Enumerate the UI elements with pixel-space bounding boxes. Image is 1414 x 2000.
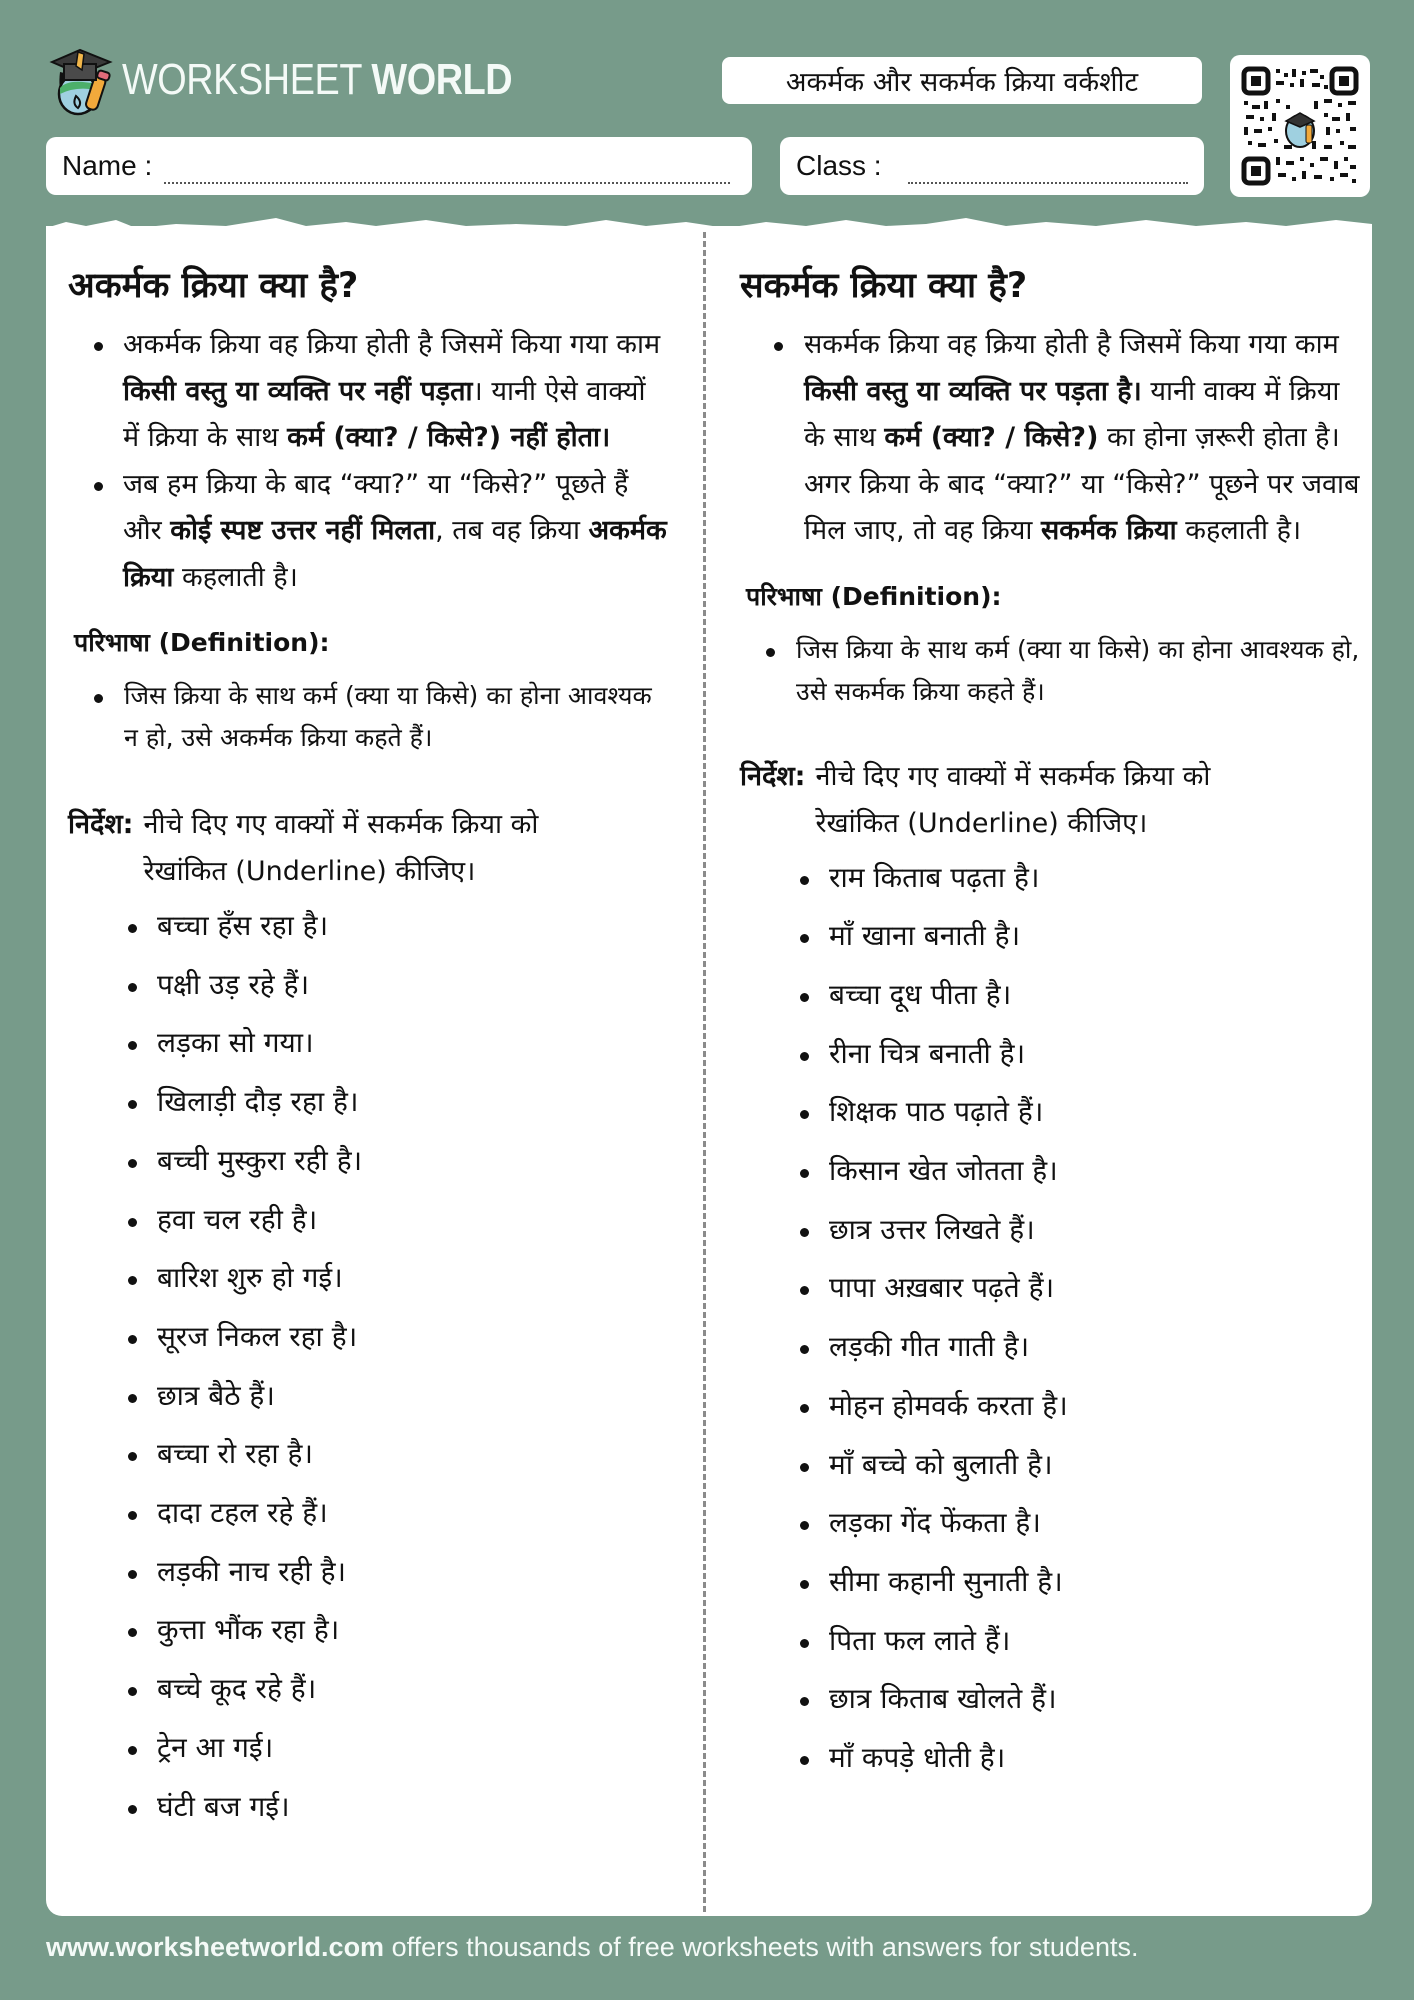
graduate-globe-pencil-icon [46, 42, 116, 118]
sentence-item[interactable]: माँ खाना बनाती है। [796, 907, 1360, 966]
sentence-item[interactable]: सूरज निकल रहा है। [124, 1308, 668, 1367]
sentence-item[interactable]: सीमा कहानी सुनाती है। [796, 1553, 1360, 1612]
sentence-item[interactable]: पक्षी उड़ रहे हैं। [124, 956, 668, 1015]
brand-name: WORKSHEET WORLD [122, 55, 513, 104]
sentence-item[interactable]: बारिश शुरु हो गई। [124, 1249, 668, 1308]
sentence-item[interactable]: कुत्ता भौंक रहा है। [124, 1601, 668, 1660]
sentence-item[interactable]: लड़की गीत गाती है। [796, 1318, 1360, 1377]
sentence-item[interactable]: छात्र उत्तर लिखते हैं। [796, 1201, 1360, 1260]
sentence-item[interactable]: लड़का गेंद फेंकता है। [796, 1494, 1360, 1553]
brand-logo [46, 42, 576, 118]
sentence-item[interactable]: लड़का सो गया। [124, 1014, 668, 1073]
sentence-item[interactable]: पिता फल लाते हैं। [796, 1612, 1360, 1671]
footer-text: offers thousands of free worksheets with answers for students. [384, 1932, 1139, 1962]
sentence-item[interactable]: बच्ची मुस्कुरा रही है। [124, 1132, 668, 1191]
sentence-item[interactable]: शिक्षक पाठ पढ़ाते हैं। [796, 1083, 1360, 1142]
sentence-item[interactable]: बच्चे कूद रहे हैं। [124, 1660, 668, 1719]
sentence-item[interactable]: खिलाड़ी दौड़ रहा है। [124, 1073, 668, 1132]
intro-item: अकर्मक क्रिया वह क्रिया होती है जिसमें किया गया काम किसी वस्तु या व्यक्ति पर नहीं पड़ता। यानी ऐसे वाक्यों में क्रिया के साथ कर्म (क्या? / किसे?) नहीं होता। [90, 322, 668, 462]
name-label: Name : [62, 150, 153, 181]
sentence-item[interactable]: बच्चा हँस रहा है। [124, 897, 668, 956]
sentence-item[interactable]: बच्चा दूध पीता है। [796, 966, 1360, 1025]
instruction-text: नीचे दिए गए वाक्यों में सकर्मक क्रिया को रेखांकित (Underline) कीजिए। [143, 809, 539, 887]
class-label: Class : [796, 150, 882, 181]
definition-list [760, 629, 1360, 713]
qr-code-icon [1240, 65, 1360, 187]
sentence-item[interactable]: छात्र बैठे हैं। [124, 1367, 668, 1426]
sentence-item[interactable]: बच्चा रो रहा है। [124, 1425, 668, 1484]
sentence-item[interactable]: पापा अख़बार पढ़ते हैं। [796, 1259, 1360, 1318]
intro-list [770, 322, 1360, 555]
column-divider [703, 232, 706, 1912]
instruction-text: नीचे दिए गए वाक्यों में सकर्मक क्रिया को रेखांकित (Underline) कीजिए। [815, 760, 1211, 839]
definition-item: जिस क्रिया के साथ कर्म (क्या या किसे) का होना आवश्यक न हो, उसे अकर्मक क्रिया कहते हैं। [88, 675, 668, 759]
sentence-item[interactable]: माँ कपड़े धोती है। [796, 1729, 1360, 1788]
sentence-item[interactable]: लड़की नाच रही है। [124, 1543, 668, 1602]
sentence-list [124, 897, 668, 1836]
instruction-label: निर्देश: [68, 809, 134, 840]
worksheet-title: अकर्मक और सकर्मक क्रिया वर्कशीट [722, 57, 1202, 104]
section-heading: सकर्मक क्रिया क्या है? [740, 266, 1028, 306]
footer-site-link[interactable]: www.worksheetworld.com [46, 1932, 385, 1962]
transitive-section [740, 262, 1360, 1788]
footer [46, 1932, 1138, 1963]
sentence-list [796, 849, 1360, 1788]
sentence-item[interactable]: किसान खेत जोतता है। [796, 1142, 1360, 1201]
definition-item: जिस क्रिया के साथ कर्म (क्या या किसे) का होना आवश्यक हो, उसे सकर्मक क्रिया कहते हैं। [760, 629, 1360, 713]
sentence-item[interactable]: हवा चल रही है। [124, 1191, 668, 1250]
section-heading: अकर्मक क्रिया क्या है? [68, 266, 359, 306]
definition-title: परिभाषा (Definition): [746, 581, 1002, 611]
intransitive-section [68, 262, 668, 1836]
class-input-line[interactable] [908, 162, 1188, 184]
instruction [68, 801, 668, 895]
intro-item: जब हम क्रिया के बाद “क्या?” या “किसे?” पूछते हैं और कोई स्पष्ट उत्तर नहीं मिलता, तब वह क्रिया अकर्मक क्रिया कहलाती है। [90, 462, 668, 602]
instruction-label: निर्देश: [740, 760, 806, 792]
instruction [740, 753, 1360, 847]
sentence-item[interactable]: छात्र किताब खोलते हैं। [796, 1670, 1360, 1729]
sentence-item[interactable]: मोहन होमवर्क करता है। [796, 1377, 1360, 1436]
definition-title: परिभाषा (Definition): [74, 628, 330, 657]
sentence-item[interactable]: दादा टहल रहे हैं। [124, 1484, 668, 1543]
sentence-item[interactable]: रीना चित्र बनाती है। [796, 1025, 1360, 1084]
intro-item: सकर्मक क्रिया वह क्रिया होती है जिसमें किया गया काम किसी वस्तु या व्यक्ति पर पड़ता है। यानी वाक्य में क्रिया के साथ कर्म (क्या? / किसे?) का होना ज़रूरी होता है। अगर क्रिया के बाद “क्या?” या “किसे?” पूछने पर जवाब मिल जाए, तो वह क्रिया सकर्मक क्रिया कहलाती है। [770, 322, 1360, 555]
sentence-item[interactable]: माँ बच्चे को बुलाती है। [796, 1436, 1360, 1495]
sentence-item[interactable]: ट्रेन आ गई। [124, 1719, 668, 1778]
definition-list [88, 675, 668, 759]
sentence-item[interactable]: घंटी बज गई। [124, 1778, 668, 1837]
name-field[interactable] [46, 137, 752, 195]
intro-list [90, 322, 668, 601]
sentence-item[interactable]: राम किताब पढ़ता है। [796, 849, 1360, 908]
name-input-line[interactable] [164, 162, 730, 184]
class-field[interactable] [780, 137, 1204, 195]
qr-code[interactable] [1230, 55, 1370, 197]
